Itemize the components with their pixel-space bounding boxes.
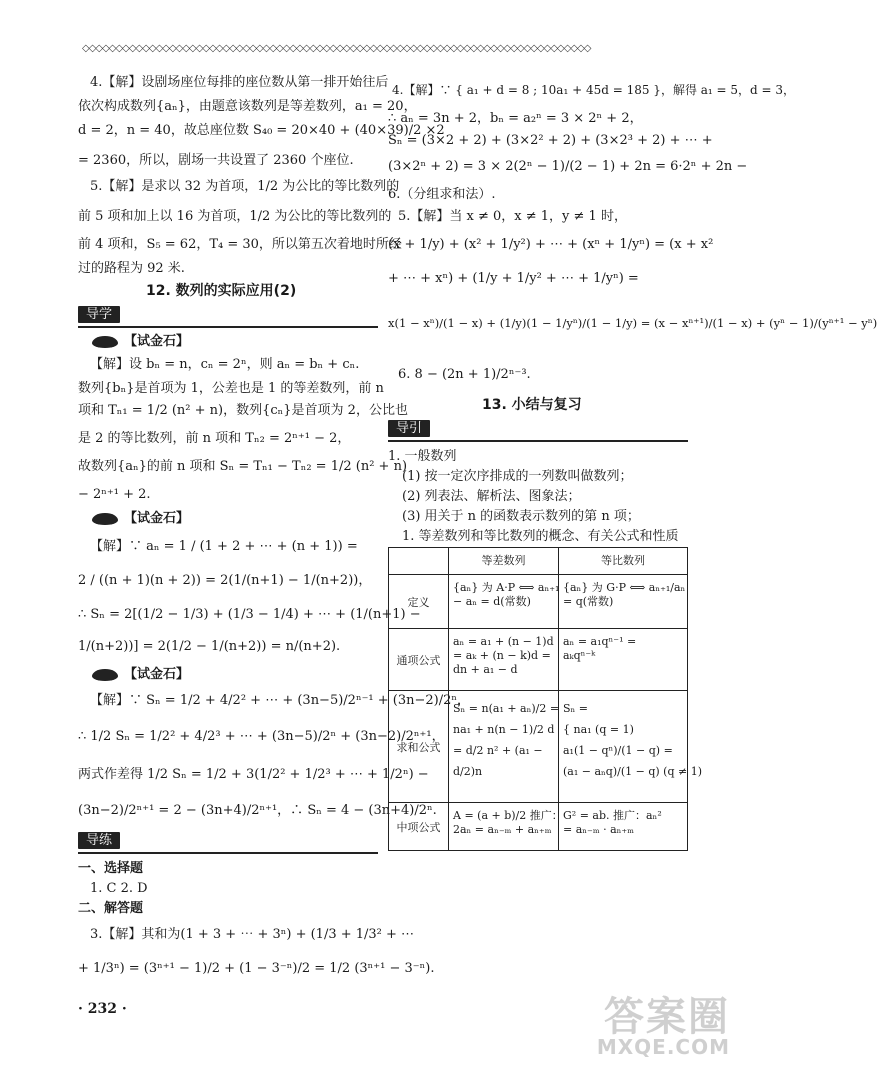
r5-line-4: x(1 − xⁿ)/(1 − x) + (1/y)(1 − 1/yⁿ)/(1 − 1/y) = (x − xⁿ⁺¹)/(1 − x) + (yⁿ − 1)/(yⁿ⁺¹ − yⁿ) bbox=[388, 316, 877, 330]
r4-line-4: (3×2ⁿ + 2) = 3 × 2(2ⁿ − 1)/(2 − 1) + 2n = 6·2ⁿ + 2n − bbox=[388, 159, 748, 174]
cell-arith: aₙ = a₁ + (n − 1)d = aₖ + (n − k)d = dn + a₁ − d bbox=[449, 629, 559, 691]
watermark-line-1: 答案圈 bbox=[604, 994, 730, 1040]
jie2-line-4: 1/(n+2))] = 2(1/2 − 1/(n+2)) = n/(n+2). bbox=[78, 639, 341, 654]
table-row bbox=[389, 690, 702, 803]
r4-line-1: 4.【解】∵ { a₁ + d = 8 ; 10a₁ + 45d = 185 }，解得 a₁ = 5，d = 3， bbox=[392, 83, 796, 97]
p4-line-2: 依次构成数列{aₙ}，由题意该数列是等差数列，a₁ = 20， bbox=[78, 99, 417, 114]
table-header-cell: 等比数列 bbox=[601, 554, 645, 567]
cell-geo: Sₙ = { na₁ (q = 1) a₁(1 − qⁿ)/(1 − q) = (a₁ − aₙq)/(1 − q) (q ≠ 1) bbox=[563, 702, 702, 778]
cell-arith: {aₙ} 为 A·P ⟺ aₙ₊₁ − aₙ = d(常数) bbox=[449, 575, 559, 629]
section-title-12: 12. 数列的实际应用(2) bbox=[146, 283, 297, 299]
badge-icon bbox=[92, 513, 118, 525]
jie1-line-5: 故数列{aₙ}的前 n 项和 Sₙ = Tₙ₁ − Tₙ₂ = 1/2 (n² + n) bbox=[78, 459, 408, 474]
p4-line-1: 4.【解】设剧场座位每排的座位数从第一排开始往后 bbox=[90, 75, 389, 90]
row-label: 通项公式 bbox=[389, 629, 449, 691]
cell-arith: Sₙ = n(a₁ + aₙ)/2 = na₁ + n(n − 1)/2 d = d/2 n² + (a₁ − d/2)n bbox=[449, 691, 559, 803]
row-label: 中项公式 bbox=[389, 803, 449, 851]
jie3-line-1: 【解】∵ Sₙ = 1/2 + 4/2² + ⋯ + (3n−5)/2ⁿ⁻¹ + (3n−2)/2ⁿ， bbox=[90, 693, 471, 708]
choice-answers: 1. C 2. D bbox=[90, 881, 148, 896]
row-label: 定义 bbox=[389, 575, 449, 629]
section-choice: 一、选择题 bbox=[78, 861, 144, 876]
table-header-cell bbox=[389, 548, 449, 574]
jie3-line-3: 两式作差得 1/2 Sₙ = 1/2 + 3(1/2² + 1/2³ + ⋯ + 1/2ⁿ) − bbox=[78, 767, 429, 782]
p4-line-3: d = 2，n = 40，故总座位数 S₄₀ = 20×40 + (40×39)/2 ×2 bbox=[78, 123, 445, 138]
jie2-line-3: ∴ Sₙ = 2[(1/2 − 1/3) + (1/3 − 1/4) + ⋯ + (1/(n+1) − bbox=[78, 607, 421, 622]
jie1-line-1: 【解】设 bₙ = n，cₙ = 2ⁿ，则 aₙ = bₙ + cₙ. bbox=[90, 357, 360, 372]
table-row bbox=[389, 574, 687, 629]
p5-line-4: 过的路程为 92 米. bbox=[78, 261, 185, 276]
section-answer: 二、解答题 bbox=[78, 901, 144, 916]
jie1-line-4: 是 2 的等比数列，前 n 项和 Tₙ₂ = 2ⁿ⁺¹ − 2， bbox=[78, 431, 351, 446]
divider bbox=[78, 326, 378, 328]
jie1-line-6: − 2ⁿ⁺¹ + 2. bbox=[78, 487, 151, 502]
p5-line-2: 前 5 项和加上以 16 为首项，1/2 为公比的等比数列的 bbox=[78, 209, 392, 224]
watermark bbox=[596, 994, 730, 1059]
item-4: (3) 用关于 n 的函数表示数列的第 n 项； bbox=[402, 509, 640, 524]
badge-icon bbox=[92, 669, 118, 681]
r4-line-2: ∴ aₙ = 3n + 2，bₙ = a₂ⁿ = 3 × 2ⁿ + 2， bbox=[388, 111, 643, 126]
p4-line-4: = 2360，所以，剧场一共设置了 2360 个座位. bbox=[78, 153, 354, 168]
item-2: (1) 按一定次序排成的一列数叫做数列； bbox=[402, 469, 633, 484]
r4-line-3: Sₙ = (3×2 + 2) + (3×2² + 2) + (3×2³ + 2) + ⋯ + bbox=[388, 133, 713, 148]
r5-line-3: + ⋯ + xⁿ) + (1/y + 1/y² + ⋯ + 1/yⁿ) = bbox=[388, 271, 639, 286]
cell-geo: {aₙ} 为 G·P ⟺ aₙ₊₁/aₙ = q(常数) bbox=[563, 581, 686, 608]
divider bbox=[78, 852, 378, 854]
item-3: (2) 列表法、解析法、图象法； bbox=[402, 489, 581, 504]
comparison-table bbox=[388, 547, 702, 851]
table-row bbox=[389, 628, 687, 691]
jie2-line-2: 2 / ((n + 1)(n + 2)) = 2(1/(n+1) − 1/(n+2))， bbox=[78, 573, 372, 588]
jie2-line-1: 【解】∵ aₙ = 1 / (1 + 2 + ⋯ + (n + 1)) = bbox=[90, 539, 358, 554]
table-header-cell: 等差数列 bbox=[449, 548, 559, 574]
shijin-3: 【试金石】 bbox=[92, 668, 189, 681]
p3-line-2: + 1/3ⁿ) = (3ⁿ⁺¹ − 1)/2 + (1 − 3⁻ⁿ)/2 = 1/2 (3ⁿ⁺¹ − 3⁻ⁿ). bbox=[78, 961, 435, 976]
label-daoyin: 导引 bbox=[388, 420, 430, 437]
item-5: 1. 等差数列和等比数列的概念、有关公式和性质 bbox=[402, 529, 679, 544]
jie3-line-2: ∴ 1/2 Sₙ = 1/2² + 4/2³ + ⋯ + (3n−5)/2ⁿ + (3n−2)/2ⁿ⁺¹， bbox=[78, 729, 445, 744]
r5-line-2: (x + 1/y) + (x² + 1/y²) + ⋯ + (xⁿ + 1/yⁿ) = (x + x² bbox=[388, 237, 714, 252]
divider bbox=[388, 440, 688, 442]
jie3-line-4: (3n−2)/2ⁿ⁺¹ = 2 − (3n+4)/2ⁿ⁺¹，∴ Sₙ = 4 − (3n+4)/2ⁿ. bbox=[78, 803, 437, 818]
label-daoxue: 导学 bbox=[78, 306, 120, 323]
row-label: 求和公式 bbox=[389, 691, 449, 803]
cell-geo: aₙ = a₁qⁿ⁻¹ = aₖqⁿ⁻ᵏ bbox=[563, 635, 637, 662]
cell-arith: A = (a + b)/2 推广： 2aₙ = aₙ₋ₘ + aₙ₊ₘ bbox=[449, 803, 559, 851]
table-header-row bbox=[389, 548, 687, 574]
decorative-border: ◇◇◇◇◇◇◇◇◇◇◇◇◇◇◇◇◇◇◇◇◇◇◇◇◇◇◇◇◇◇◇◇◇◇◇◇◇◇◇◇◇◇◇◇◇◇◇◇◇◇◇◇◇◇◇◇◇◇◇◇◇◇◇◇◇◇◇◇◇◇◇◇◇◇◇◇ bbox=[82, 43, 591, 54]
shijin-2: 【试金石】 bbox=[92, 512, 189, 525]
label-daolian: 导练 bbox=[78, 832, 120, 849]
p3-line-1: 3.【解】其和为(1 + 3 + ⋯ + 3ⁿ) + (1/3 + 1/3² + ⋯ bbox=[90, 927, 415, 942]
jie1-line-3: 项和 Tₙ₁ = 1/2 (n² + n)，数列{cₙ}是首项为 2，公比也 bbox=[78, 403, 408, 418]
cell-geo: G² = ab. 推广：aₙ² = aₙ₋ₘ · aₙ₊ₘ bbox=[563, 809, 662, 836]
table-row bbox=[389, 802, 687, 851]
p5-line-3: 前 4 项和，S₅ = 62，T₄ = 30，所以第五次着地时所经 bbox=[78, 237, 402, 252]
badge-icon bbox=[92, 336, 118, 348]
r5-line-1: 5.【解】当 x ≠ 0，x ≠ 1，y ≠ 1 时， bbox=[398, 209, 627, 224]
page-number: · 232 · bbox=[78, 1001, 127, 1017]
watermark-line-2: MXQE.COM bbox=[596, 1035, 730, 1059]
shijin-1: 【试金石】 bbox=[92, 335, 189, 348]
item-1: 1. 一般数列 bbox=[388, 449, 457, 464]
jie1-line-2: 数列{bₙ}是首项为 1，公差也是 1 的等差数列，前 n bbox=[78, 381, 384, 396]
p5-line-1: 5.【解】是求以 32 为首项，1/2 为公比的等比数列的 bbox=[90, 179, 400, 194]
section-title-13: 13. 小结与复习 bbox=[482, 397, 582, 413]
r6-line: 6. 8 − (2n + 1)/2ⁿ⁻³. bbox=[398, 367, 531, 382]
r4-line-5: 6.（分组求和法）. bbox=[388, 187, 496, 202]
